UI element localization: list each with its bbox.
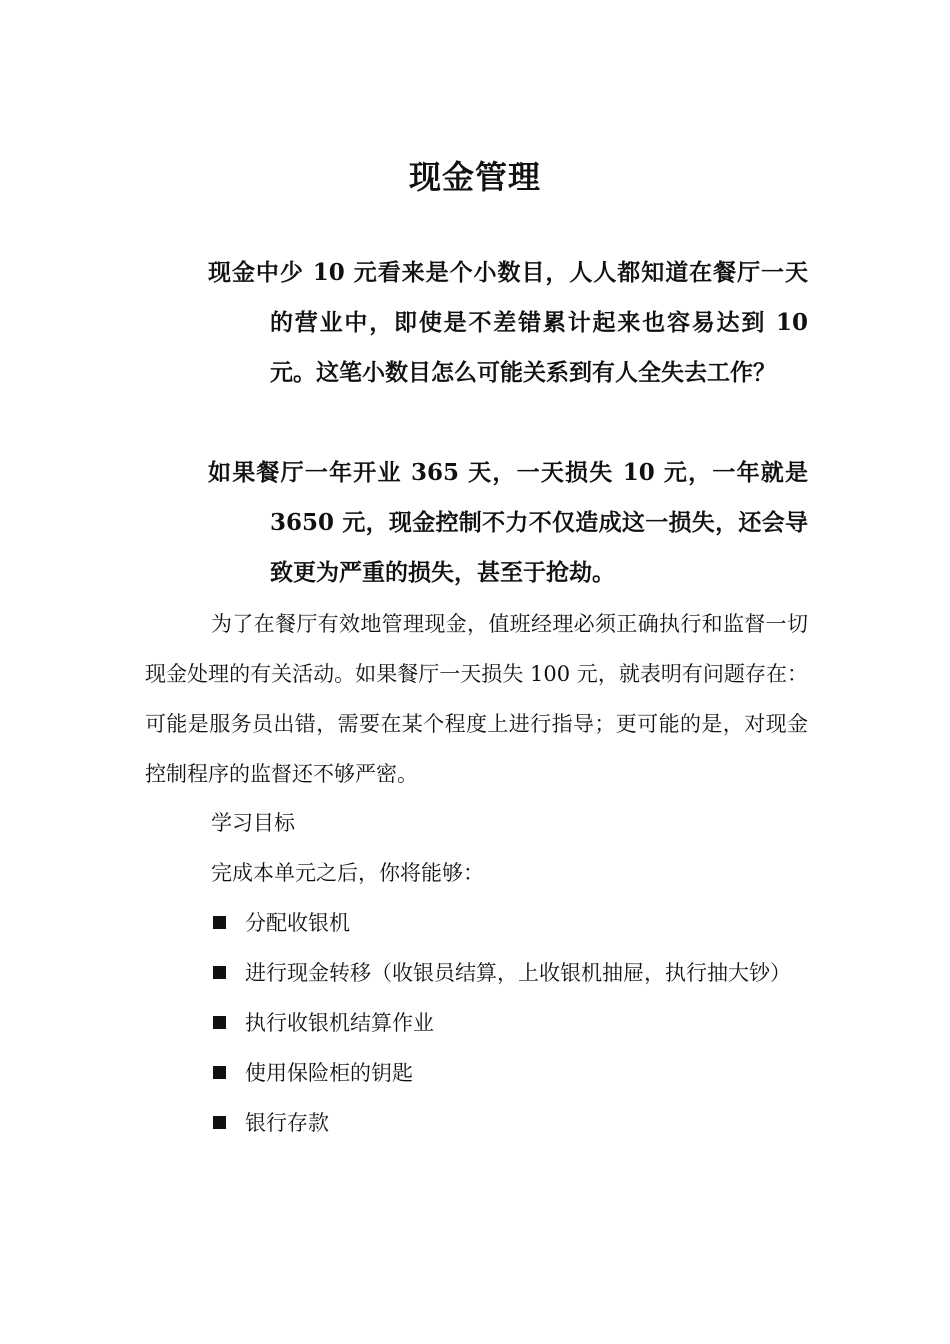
- list-item-text: 分配收银机: [245, 911, 350, 935]
- list-item: [211, 898, 808, 948]
- list-item: [211, 998, 808, 1048]
- body-paragraph: 为了在餐厅有效地管理现金，值班经理必须正确执行和监督一切现金处理的有关活动。如果餐厅一天损失 100 元，就表明有问题存在：可能是服务员出错，需要在某个程度上进行指导；更可能的是，对现金控制程序的监督还不够严密。: [145, 612, 808, 786]
- intro-line: 完成本单元之后，你将能够：: [211, 861, 484, 885]
- black-square-bullet-icon: [213, 1016, 226, 1029]
- black-square-bullet-icon: [213, 966, 226, 979]
- bold-paragraph-2: 如果餐厅一年开业 365 天，一天损失 10 元，一年就是 3650 元，现金控制不力不仅造成这一损失，还会导致更为严重的损失，甚至于抢劫。: [208, 459, 808, 586]
- bold-paragraph-1: 现金中少 10 元看来是个小数目，人人都知道在餐厅一天的营业中，即使是不差错累计起来也容易达到 10 元。这笔小数目怎么可能关系到有人全失去工作？: [208, 259, 808, 386]
- objectives-list: [211, 898, 808, 1148]
- list-item-text: 执行收银机结算作业: [245, 1011, 434, 1035]
- list-item-text: 进行现金转移（收银员结算，上收银机抽屉，执行抽大钞）: [245, 961, 791, 985]
- list-item-text: 银行存款: [245, 1111, 329, 1135]
- black-square-bullet-icon: [213, 916, 226, 929]
- list-item-text: 使用保险柜的钥匙: [245, 1061, 413, 1085]
- list-item: [211, 948, 808, 998]
- section-heading: 学习目标: [211, 811, 295, 835]
- page-title: 现金管理: [408, 158, 541, 196]
- black-square-bullet-icon: [213, 1116, 226, 1129]
- list-item: [211, 1098, 808, 1148]
- black-square-bullet-icon: [213, 1066, 226, 1079]
- list-item: [211, 1048, 808, 1098]
